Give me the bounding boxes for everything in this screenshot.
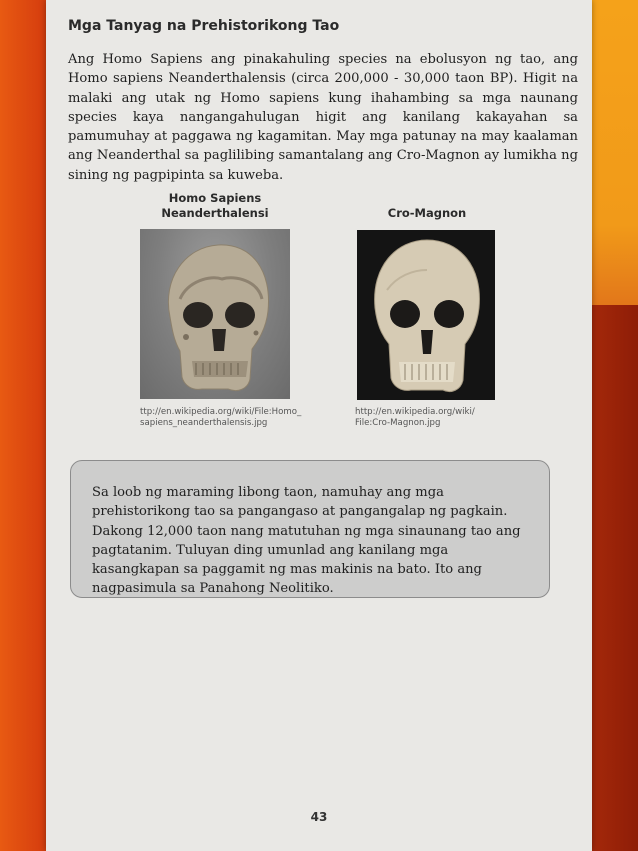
figure-title-line: Neanderthalensi bbox=[161, 206, 269, 220]
intro-paragraph: Ang Homo Sapiens ang pinakahuling species na ebolusyon ng tao, ang Homo sapiens Neanderthalensis (circa 200,000 - 30,000 taon BP). Higit na malaki ang utak ng Homo sapiens kung ihahambing sa mga naunang species kaya nangangahulugan higit ang kanilang kakayahan sa pamumuhay at paggawa ng kagamitan. May mga patunay na may kaalaman ang Neanderthal sa paglilibing samantalang ang Cro-Magnon ay lumikha ng sining ng pagpipinta sa kuweba. bbox=[68, 52, 578, 183]
source-line: ttp://en.wikipedia.org/wiki/File:Homo_ bbox=[140, 407, 302, 417]
figure-title-neanderthal bbox=[150, 191, 280, 221]
cro-magnon-skull-icon bbox=[357, 230, 495, 400]
page-heading: Mga Tanyag na Prehistorikong Tao bbox=[68, 18, 340, 34]
callout-paragraph: Sa loob ng maraming libong taon, namuhay ang mga prehistorikong tao sa pangangaso at pangangalap ng pagkain. Dakong 12,000 taon nang matutuhan ng mga sinaunang tao ang pagtatanim. Tuluyan ding umunlad ang kanilang mga kasangkapan sa paggamit ng mas makinis na bato. Ito ang nagpasimula sa Panahong Neolitiko. bbox=[92, 485, 521, 597]
cro-magnon-skull-photo bbox=[357, 230, 495, 400]
page-number: 43 bbox=[310, 810, 328, 824]
source-line: File:Cro-Magnon.jpg bbox=[355, 418, 441, 428]
source-line: http://en.wikipedia.org/wiki/ bbox=[355, 407, 475, 417]
orange-accent-bar-fade bbox=[592, 225, 638, 305]
orange-accent-bar bbox=[592, 0, 638, 225]
neanderthal-skull-icon bbox=[140, 229, 290, 399]
neanderthal-skull-photo bbox=[140, 229, 290, 399]
source-line: sapiens_neanderthalensis.jpg bbox=[140, 418, 268, 428]
figure-title-cro-magnon: Cro-Magnon bbox=[387, 206, 467, 220]
figure-source-cro-magnon bbox=[355, 407, 525, 429]
figure-source-neanderthal bbox=[140, 407, 315, 429]
figure-title-line: Homo Sapiens bbox=[168, 191, 262, 205]
